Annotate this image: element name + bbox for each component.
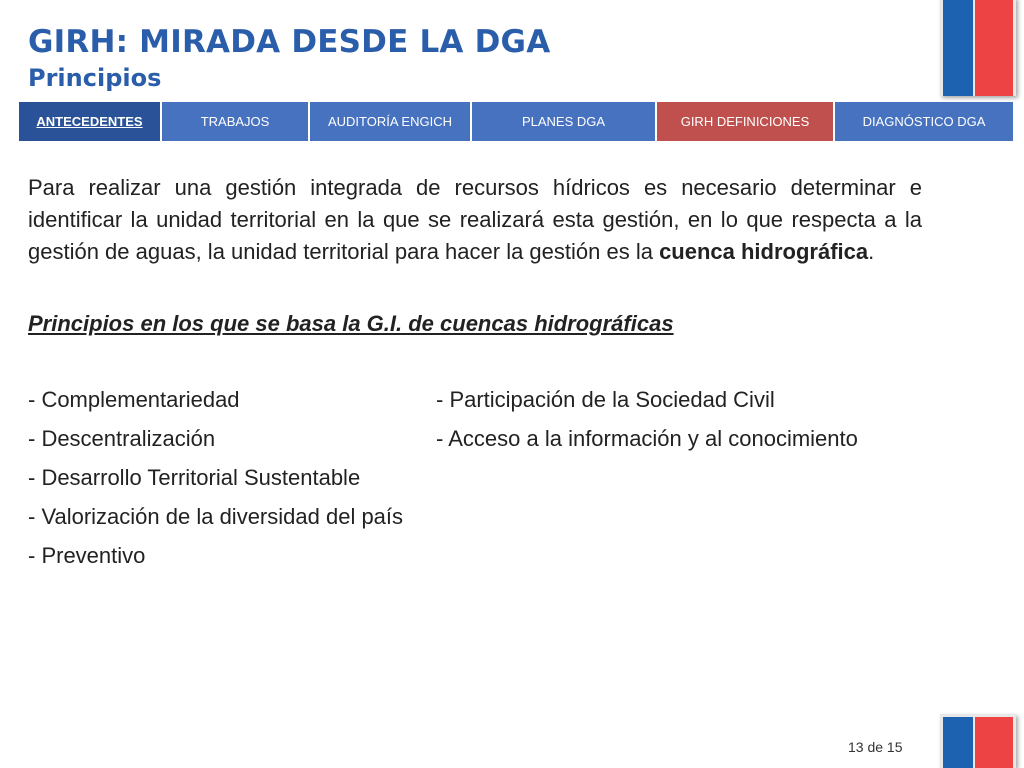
intro-bold-term: cuenca hidrográfica — [659, 239, 869, 264]
tab-planes-dga[interactable]: PLANES DGA — [472, 102, 657, 141]
page-number: 13 de 15 — [848, 739, 903, 755]
flag-logo-top — [943, 0, 1013, 96]
flag-logo-bottom — [943, 717, 1013, 768]
intro-end: . — [868, 239, 875, 264]
tab-diagnostico-dga[interactable]: DIAGNÓSTICO DGA — [835, 102, 1013, 141]
principles-heading: Principios en los que se basa la G.I. de cuencas hidrográficas — [28, 311, 674, 336]
tab-auditoria-engich[interactable]: AUDITORÍA ENGICH — [310, 102, 472, 141]
intro-paragraph — [28, 172, 922, 268]
principle-item: - Complementariedad — [28, 387, 240, 412]
section-nav — [19, 102, 1013, 141]
principle-item: - Desarrollo Territorial Sustentable — [28, 465, 361, 490]
page-subtitle: Principios — [28, 64, 162, 92]
principle-item: - Valorización de la diversidad del país — [28, 504, 404, 529]
tab-trabajos[interactable]: TRABAJOS — [162, 102, 310, 141]
principle-item: - Acceso a la información y al conocimiento — [436, 426, 858, 451]
principles-list — [28, 380, 922, 580]
intro-text: Para realizar una gestión integrada de recursos hídricos es necesario determinar e identificar la unidad territorial en la que se realizará esta gestión, en lo que respecta a la gestión de aguas, la unidad territorial para hacer la gestión es la — [28, 175, 922, 264]
principle-item: - Preventivo — [28, 543, 146, 568]
principle-item: - Participación de la Sociedad Civil — [436, 387, 775, 412]
tab-antecedentes[interactable]: ANTECEDENTES — [19, 102, 162, 141]
slide-content — [28, 172, 922, 580]
tab-girh-definiciones[interactable]: GIRH DEFINICIONES — [657, 102, 835, 141]
page-title: GIRH: MIRADA DESDE LA DGA — [28, 24, 551, 60]
principle-item: - Descentralización — [28, 426, 216, 451]
